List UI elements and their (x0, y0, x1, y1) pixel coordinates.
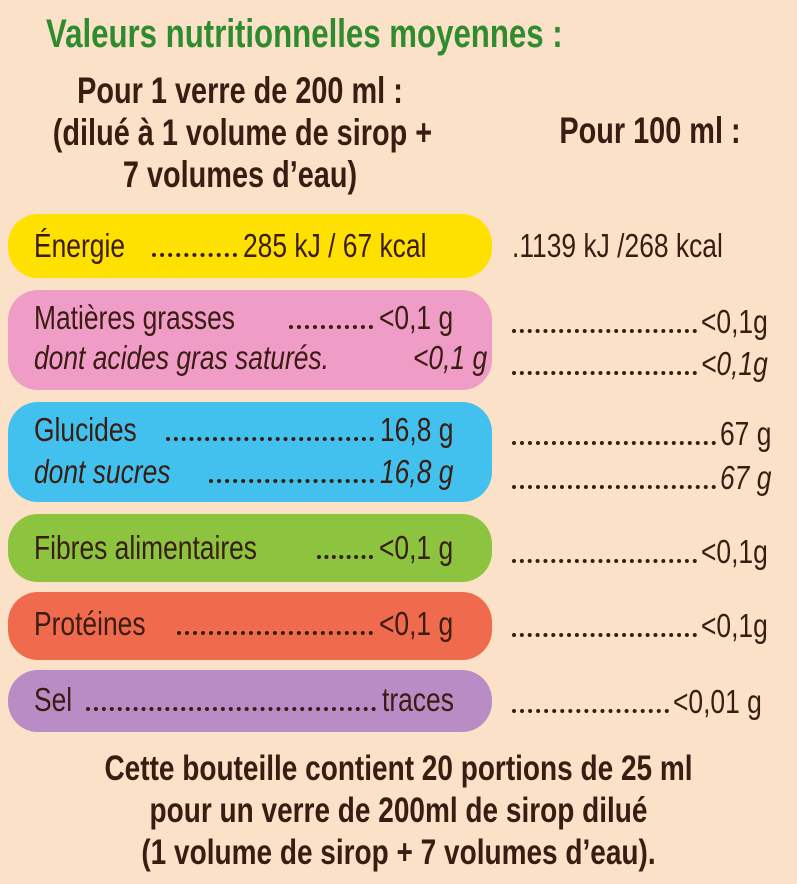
portion-footer (0, 748, 797, 874)
fibres-row (34, 526, 472, 570)
glucides-pill (8, 402, 492, 502)
glucides-per100-value: 67 g (719, 415, 772, 452)
proteines-per100-row (512, 604, 784, 648)
sucres-value: 16,8 g (380, 453, 454, 490)
per-100ml-header: Pour 100 ml : (559, 110, 741, 151)
glucides-label: Glucides (34, 411, 137, 448)
glucides-value: 16,8 g (380, 411, 454, 448)
sel-per100-value: <0,01 g (672, 683, 762, 720)
satures-value: <0,1 g (412, 339, 487, 376)
fibres-value: <0,1 g (379, 529, 454, 566)
satures-row (34, 336, 487, 380)
proteines-dots (177, 630, 373, 635)
sel-per100-row (512, 680, 784, 724)
satures-per100-value: <0,1g (700, 345, 768, 382)
sucres-per100-row (512, 456, 784, 500)
matieres-grasses-dots (289, 324, 373, 329)
sel-dots (86, 706, 376, 711)
energie-per100-row (512, 224, 784, 268)
glucides-row (34, 408, 472, 452)
footer-line-3: (1 volume de sirop + 7 volumes d’eau). (141, 833, 656, 872)
matieres-grasses-per100-row (512, 300, 784, 344)
serving-header-line-2: (dilué à 1 volume de sirop + (52, 112, 433, 153)
matieres-grasses-row (34, 296, 472, 340)
energie-per100-value: .1139 kJ /268 kcal (512, 227, 723, 264)
energie-value: 285 kJ / 67 kcal (242, 227, 427, 264)
proteines-label: Protéines (34, 605, 146, 642)
fibres-dots (317, 554, 374, 559)
energie-label: Énergie (34, 227, 125, 264)
footer-line-2: pour un verre de 200ml de sirop dilué (149, 791, 648, 830)
matieres-grasses-value: <0,1 g (379, 299, 454, 336)
proteines-pill (8, 592, 492, 660)
serving-header (0, 70, 480, 196)
satures-per100-row (512, 342, 784, 386)
sel-row (34, 678, 472, 722)
fibres-per100-value: <0,1g (700, 533, 768, 570)
fibres-label: Fibres alimentaires (34, 529, 258, 566)
matieres-grasses-pill (8, 290, 492, 390)
proteines-row (34, 602, 472, 646)
energie-dots (152, 252, 237, 257)
sucres-per100-value: 67 g (719, 459, 772, 496)
energie-row (34, 224, 472, 268)
serving-header-line-3: 7 volumes d’eau) (122, 154, 358, 195)
energie-pill (8, 214, 492, 278)
sel-label: Sel (34, 681, 73, 718)
glucides-per100-row (512, 412, 784, 456)
nutrition-title: Valeurs nutritionnelles moyennes : (46, 12, 563, 56)
matieres-grasses-label: Matières grasses (34, 299, 236, 336)
serving-header-line-1: Pour 1 verre de 200 ml : (77, 70, 403, 111)
fibres-pill (8, 514, 492, 582)
sucres-label: dont sucres (34, 453, 171, 490)
sucres-row (34, 450, 472, 494)
sel-pill (8, 670, 492, 732)
sucres-dots (209, 478, 375, 483)
satures-label: dont acides gras saturés. (34, 339, 329, 376)
proteines-value: <0,1 g (379, 605, 454, 642)
sel-value: traces (382, 681, 455, 718)
proteines-per100-value: <0,1g (700, 607, 768, 644)
matieres-grasses-per100-value: <0,1g (700, 303, 768, 340)
fibres-per100-row (512, 530, 784, 574)
glucides-dots (166, 436, 374, 441)
footer-line-1: Cette bouteille contient 20 portions de 25 ml (104, 749, 693, 788)
